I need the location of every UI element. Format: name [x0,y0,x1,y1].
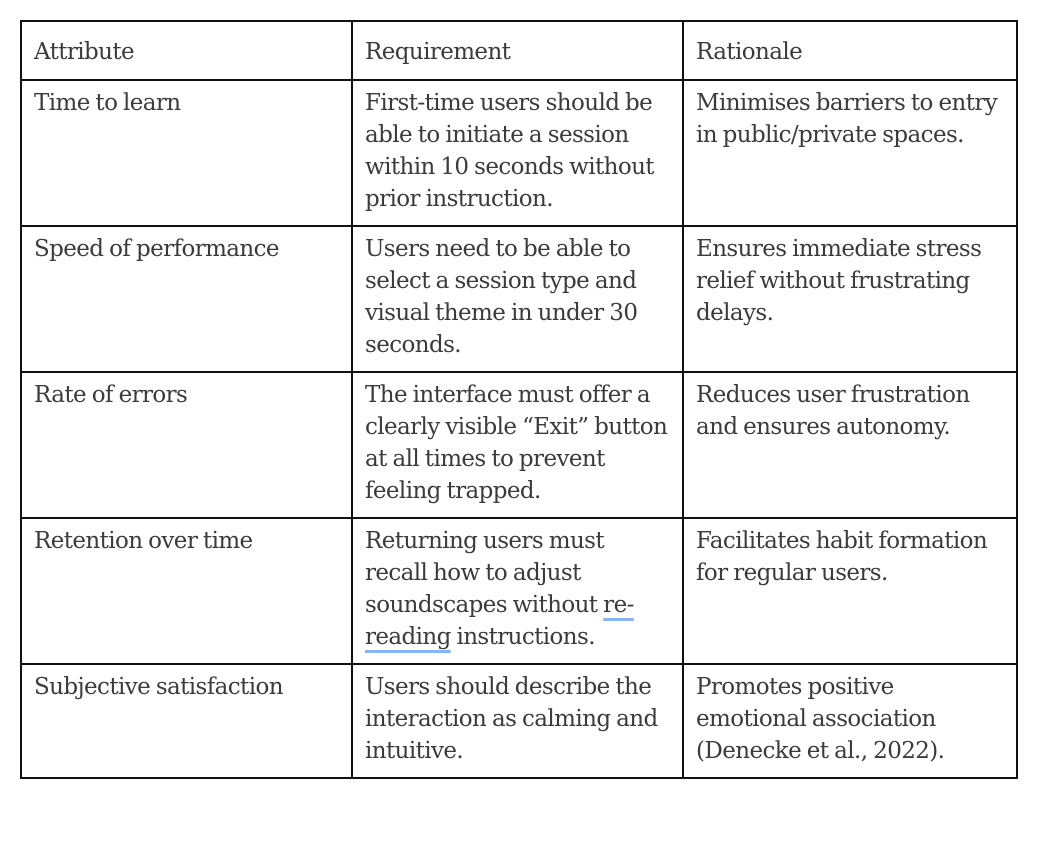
requirement-text-start: Returning users must recall how to adjust soundscapes without [365,528,605,618]
attribute-cell: Speed of performance [21,226,352,372]
rationale-cell: Promotes positive emotional association (Denecke et al., 2022). [683,664,1017,778]
table-row [21,664,1017,778]
header-rationale: Rationale [683,21,1017,80]
requirement-cell: The interface must offer a clearly visible “Exit” button at all times to prevent feeling trapped. [352,372,683,518]
requirement-cell: First-time users should be able to initiate a session within 10 seconds without prior instruction. [352,80,683,226]
usability-requirements-table [20,20,1018,779]
rationale-cell: Minimises barriers to entry in public/private spaces. [683,80,1017,226]
rationale-cell: Facilitates habit formation for regular users. [683,518,1017,664]
attribute-cell: Subjective satisfaction [21,664,352,778]
attribute-cell: Retention over time [21,518,352,664]
requirement-cell [352,518,683,664]
requirement-text-end: instructions. [450,624,595,650]
header-attribute: Attribute [21,21,352,80]
rationale-cell: Ensures immediate stress relief without frustrating delays. [683,226,1017,372]
table-row [21,372,1017,518]
header-requirement: Requirement [352,21,683,80]
spellcheck-underlined-word[interactable]: re-reading [365,592,634,650]
table-header-row [21,21,1017,80]
requirement-cell: Users need to be able to select a session type and visual theme in under 30 seconds. [352,226,683,372]
rationale-cell: Reduces user frustration and ensures autonomy. [683,372,1017,518]
attribute-cell: Rate of errors [21,372,352,518]
table-row [21,80,1017,226]
table-row [21,226,1017,372]
table-row [21,518,1017,664]
requirement-cell: Users should describe the interaction as calming and intuitive. [352,664,683,778]
attribute-cell: Time to learn [21,80,352,226]
